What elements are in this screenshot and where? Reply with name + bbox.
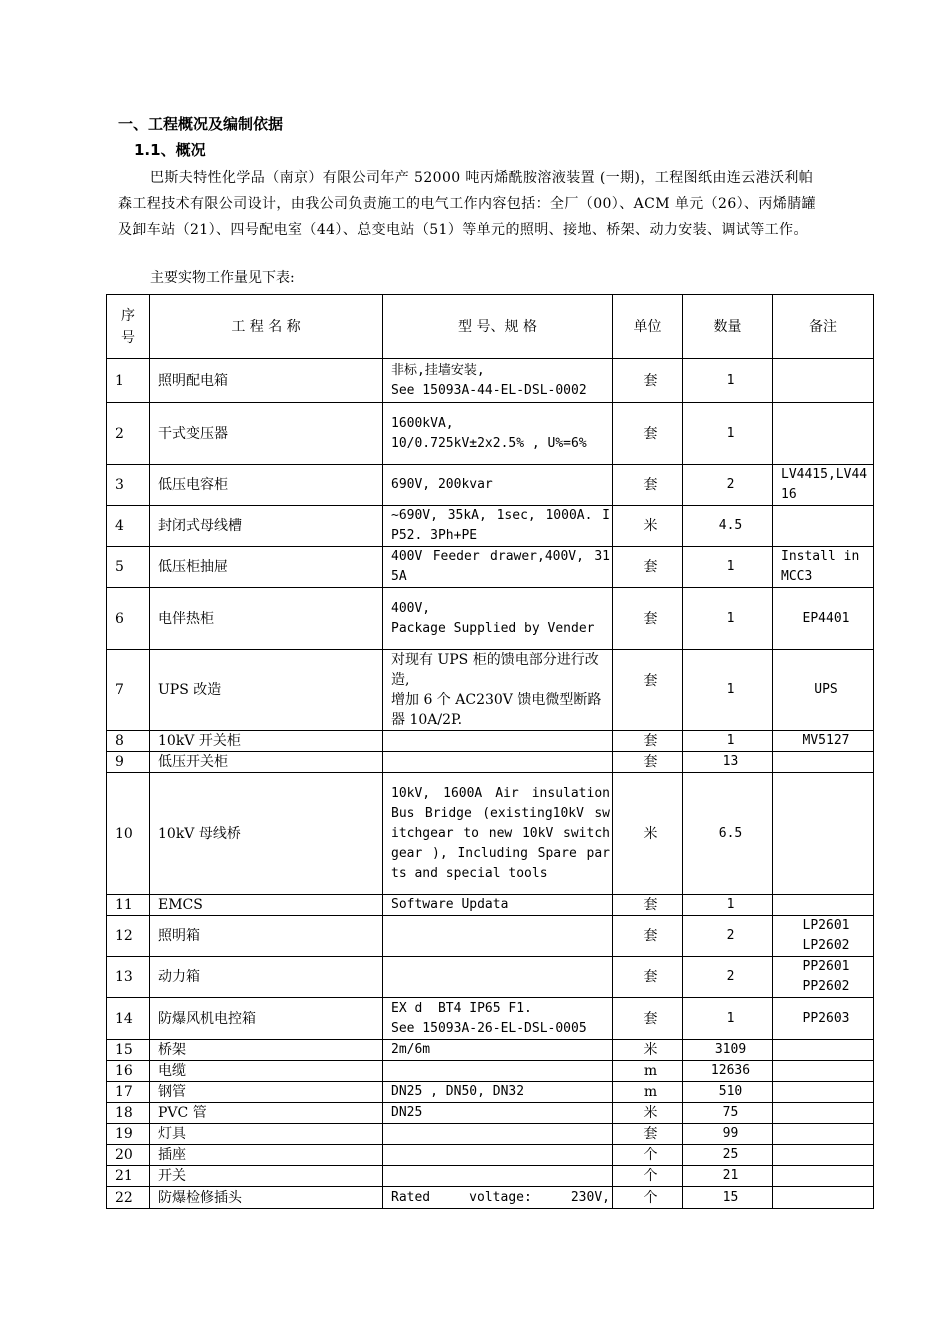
- table-row: [107, 465, 874, 506]
- row-no: 10: [107, 773, 150, 895]
- row-qty: 12636: [683, 1061, 773, 1082]
- table-row: [107, 1082, 874, 1103]
- row-spec: [383, 1145, 613, 1166]
- row-qty: 1: [683, 547, 773, 588]
- row-no: 8: [107, 731, 150, 752]
- row-spec: EX d BT4 IP65 F1. See 15093A-26-EL-DSL-0005: [383, 998, 613, 1040]
- row-spec: ~690V, 35kA, 1sec, 1000A. IP52. 3Ph+PE: [383, 506, 613, 547]
- row-unit: 米: [613, 1103, 683, 1124]
- row-spec: 690V, 200kvar: [383, 465, 613, 506]
- row-qty: 3109: [683, 1040, 773, 1061]
- row-name: 电伴热柜: [150, 588, 383, 650]
- row-spec: 对现有 UPS 柜的馈电部分进行改造, 增加 6 个 AC230V 馈电微型断路器 10A/2P.: [383, 650, 613, 731]
- row-no: 20: [107, 1145, 150, 1166]
- row-name: 桥架: [150, 1040, 383, 1061]
- row-name: 照明箱: [150, 916, 383, 957]
- row-unit: m: [613, 1082, 683, 1103]
- row-name: 干式变压器: [150, 403, 383, 465]
- row-remark: PP2601 PP2602: [773, 957, 874, 998]
- table-intro: 主要实物工作量见下表:: [150, 270, 295, 286]
- row-remark: [773, 506, 874, 547]
- row-no: 18: [107, 1103, 150, 1124]
- row-no: 7: [107, 650, 150, 731]
- row-unit: 套: [613, 588, 683, 650]
- row-no: 12: [107, 916, 150, 957]
- row-remark: [773, 1061, 874, 1082]
- row-name: 动力箱: [150, 957, 383, 998]
- row-spec: [383, 1061, 613, 1082]
- row-no: 15: [107, 1040, 150, 1061]
- row-qty: 21: [683, 1166, 773, 1187]
- table-header-row: [107, 295, 874, 359]
- row-name: 低压电容柜: [150, 465, 383, 506]
- row-remark: [773, 895, 874, 916]
- row-name: 防爆风机电控箱: [150, 998, 383, 1040]
- table-row: [107, 998, 874, 1040]
- row-qty: 1: [683, 588, 773, 650]
- row-no: 17: [107, 1082, 150, 1103]
- row-remark: Install in MCC3: [773, 547, 874, 588]
- table-row: [107, 1061, 874, 1082]
- table-row: [107, 1145, 874, 1166]
- row-remark: [773, 1187, 874, 1209]
- row-name: 电缆: [150, 1061, 383, 1082]
- header-name: 工 程 名 称: [150, 295, 383, 359]
- table-row: [107, 731, 874, 752]
- row-qty: 99: [683, 1124, 773, 1145]
- row-name: 开关: [150, 1166, 383, 1187]
- table-row: [107, 895, 874, 916]
- row-name: UPS 改造: [150, 650, 383, 731]
- row-remark: [773, 1145, 874, 1166]
- row-qty: 1: [683, 359, 773, 403]
- row-no: 9: [107, 752, 150, 773]
- table-row: [107, 506, 874, 547]
- row-qty: 1: [683, 650, 773, 731]
- row-no: 19: [107, 1124, 150, 1145]
- row-unit: 套: [613, 359, 683, 403]
- overview-paragraph: 巴斯夫特性化学品（南京）有限公司年产 52000 吨丙烯酰胺溶液装置 (一期)，工程图纸由连云港沃利帕森工程技术有限公司设计，由我公司负责施工的电气工作内容包括：全厂（00）、ACM 单元（26）、丙烯腈罐及卸车站（21）、四号配电室（44）、总变电站（51）等单元的照明、接地、桥架、动力安装、调试等工作。: [118, 170, 817, 238]
- table-row: [107, 752, 874, 773]
- row-qty: 25: [683, 1145, 773, 1166]
- table-row: [107, 359, 874, 403]
- row-spec: 2m/6m: [383, 1040, 613, 1061]
- row-spec: DN25 , DN50, DN32: [383, 1082, 613, 1103]
- row-no: 1: [107, 359, 150, 403]
- row-remark: [773, 1103, 874, 1124]
- row-name: 防爆检修插头: [150, 1187, 383, 1209]
- row-spec: Software Updata: [383, 895, 613, 916]
- row-remark: MV5127: [773, 731, 874, 752]
- row-name: 灯具: [150, 1124, 383, 1145]
- row-unit: 个: [613, 1187, 683, 1209]
- row-qty: 1: [683, 895, 773, 916]
- row-qty: 1: [683, 731, 773, 752]
- row-remark: LV4415,LV4416: [773, 465, 874, 506]
- row-spec: [383, 752, 613, 773]
- quantity-table: [106, 294, 874, 1209]
- row-name: 10kV 开关柜: [150, 731, 383, 752]
- row-no: 3: [107, 465, 150, 506]
- row-no: 13: [107, 957, 150, 998]
- row-remark: [773, 1040, 874, 1061]
- table-row: [107, 1187, 874, 1209]
- header-unit: 单位: [613, 295, 683, 359]
- subsection-heading: 1.1、概况: [134, 141, 206, 159]
- row-name: 照明配电箱: [150, 359, 383, 403]
- row-no: 21: [107, 1166, 150, 1187]
- row-unit: 套: [613, 731, 683, 752]
- table-row: [107, 957, 874, 998]
- header-spec: 型 号、规 格: [383, 295, 613, 359]
- row-name: 钢管: [150, 1082, 383, 1103]
- row-qty: 510: [683, 1082, 773, 1103]
- row-spec: 非标,挂墙安装, See 15093A-44-EL-DSL-0002: [383, 359, 613, 403]
- row-unit: 套: [613, 403, 683, 465]
- row-no: 6: [107, 588, 150, 650]
- row-remark: PP2603: [773, 998, 874, 1040]
- row-remark: [773, 359, 874, 403]
- header-remark: 备注: [773, 295, 874, 359]
- section-heading: 一、工程概况及编制依据: [118, 115, 284, 133]
- row-remark: [773, 752, 874, 773]
- row-remark: [773, 1166, 874, 1187]
- table-row: [107, 1166, 874, 1187]
- row-name: PVC 管: [150, 1103, 383, 1124]
- table-row: [107, 1124, 874, 1145]
- row-remark: [773, 1082, 874, 1103]
- table-row: [107, 773, 874, 895]
- row-name: 封闭式母线槽: [150, 506, 383, 547]
- row-remark: LP2601 LP2602: [773, 916, 874, 957]
- row-remark: [773, 1124, 874, 1145]
- row-remark: UPS: [773, 650, 874, 731]
- row-spec: 400V, Package Supplied by Vender: [383, 588, 613, 650]
- row-unit: 米: [613, 506, 683, 547]
- row-spec: [383, 1124, 613, 1145]
- table-row: [107, 1040, 874, 1061]
- row-name: 低压柜抽屉: [150, 547, 383, 588]
- row-spec: [383, 1166, 613, 1187]
- row-qty: 4.5: [683, 506, 773, 547]
- row-unit: 套: [613, 547, 683, 588]
- row-spec: Rated voltage: 230V,: [383, 1187, 613, 1209]
- table-row: [107, 650, 874, 731]
- row-unit: 套: [613, 957, 683, 998]
- row-spec: 1600kVA, 10/0.725kV±2x2.5% , U%=6%: [383, 403, 613, 465]
- row-unit: m: [613, 1061, 683, 1082]
- row-unit: 个: [613, 1166, 683, 1187]
- header-qty: 数量: [683, 295, 773, 359]
- row-qty: 1: [683, 403, 773, 465]
- row-qty: 15: [683, 1187, 773, 1209]
- row-unit: 套: [613, 895, 683, 916]
- row-name: 插座: [150, 1145, 383, 1166]
- row-unit: 个: [613, 1145, 683, 1166]
- row-spec: DN25: [383, 1103, 613, 1124]
- row-qty: 2: [683, 916, 773, 957]
- row-unit: 套: [613, 998, 683, 1040]
- row-unit: 米: [613, 773, 683, 895]
- row-no: 4: [107, 506, 150, 547]
- table-row: [107, 588, 874, 650]
- table-row: [107, 916, 874, 957]
- row-spec: [383, 916, 613, 957]
- row-no: 16: [107, 1061, 150, 1082]
- row-remark: EP4401: [773, 588, 874, 650]
- row-no: 5: [107, 547, 150, 588]
- row-spec: [383, 957, 613, 998]
- row-unit: 套: [613, 650, 683, 731]
- row-no: 22: [107, 1187, 150, 1209]
- row-spec: [383, 731, 613, 752]
- row-name: EMCS: [150, 895, 383, 916]
- row-no: 11: [107, 895, 150, 916]
- row-qty: 2: [683, 465, 773, 506]
- row-qty: 75: [683, 1103, 773, 1124]
- row-spec: 400V Feeder drawer,400V, 315A: [383, 547, 613, 588]
- row-unit: 套: [613, 1124, 683, 1145]
- row-qty: 1: [683, 998, 773, 1040]
- row-no: 14: [107, 998, 150, 1040]
- row-unit: 米: [613, 1040, 683, 1061]
- row-qty: 2: [683, 957, 773, 998]
- row-unit: 套: [613, 752, 683, 773]
- row-name: 低压开关柜: [150, 752, 383, 773]
- header-no: 序号: [107, 295, 150, 359]
- row-spec: 10kV, 1600A Air insulation Bus Bridge (existing10kV switchgear to new 10kV switchgear ), Including Spare parts and special tools: [383, 773, 613, 895]
- table-row: [107, 403, 874, 465]
- row-no: 2: [107, 403, 150, 465]
- row-remark: [773, 773, 874, 895]
- row-unit: 套: [613, 465, 683, 506]
- row-unit: 套: [613, 916, 683, 957]
- row-qty: 6.5: [683, 773, 773, 895]
- table-row: [107, 1103, 874, 1124]
- row-remark: [773, 403, 874, 465]
- row-name: 10kV 母线桥: [150, 773, 383, 895]
- table-row: [107, 547, 874, 588]
- row-qty: 13: [683, 752, 773, 773]
